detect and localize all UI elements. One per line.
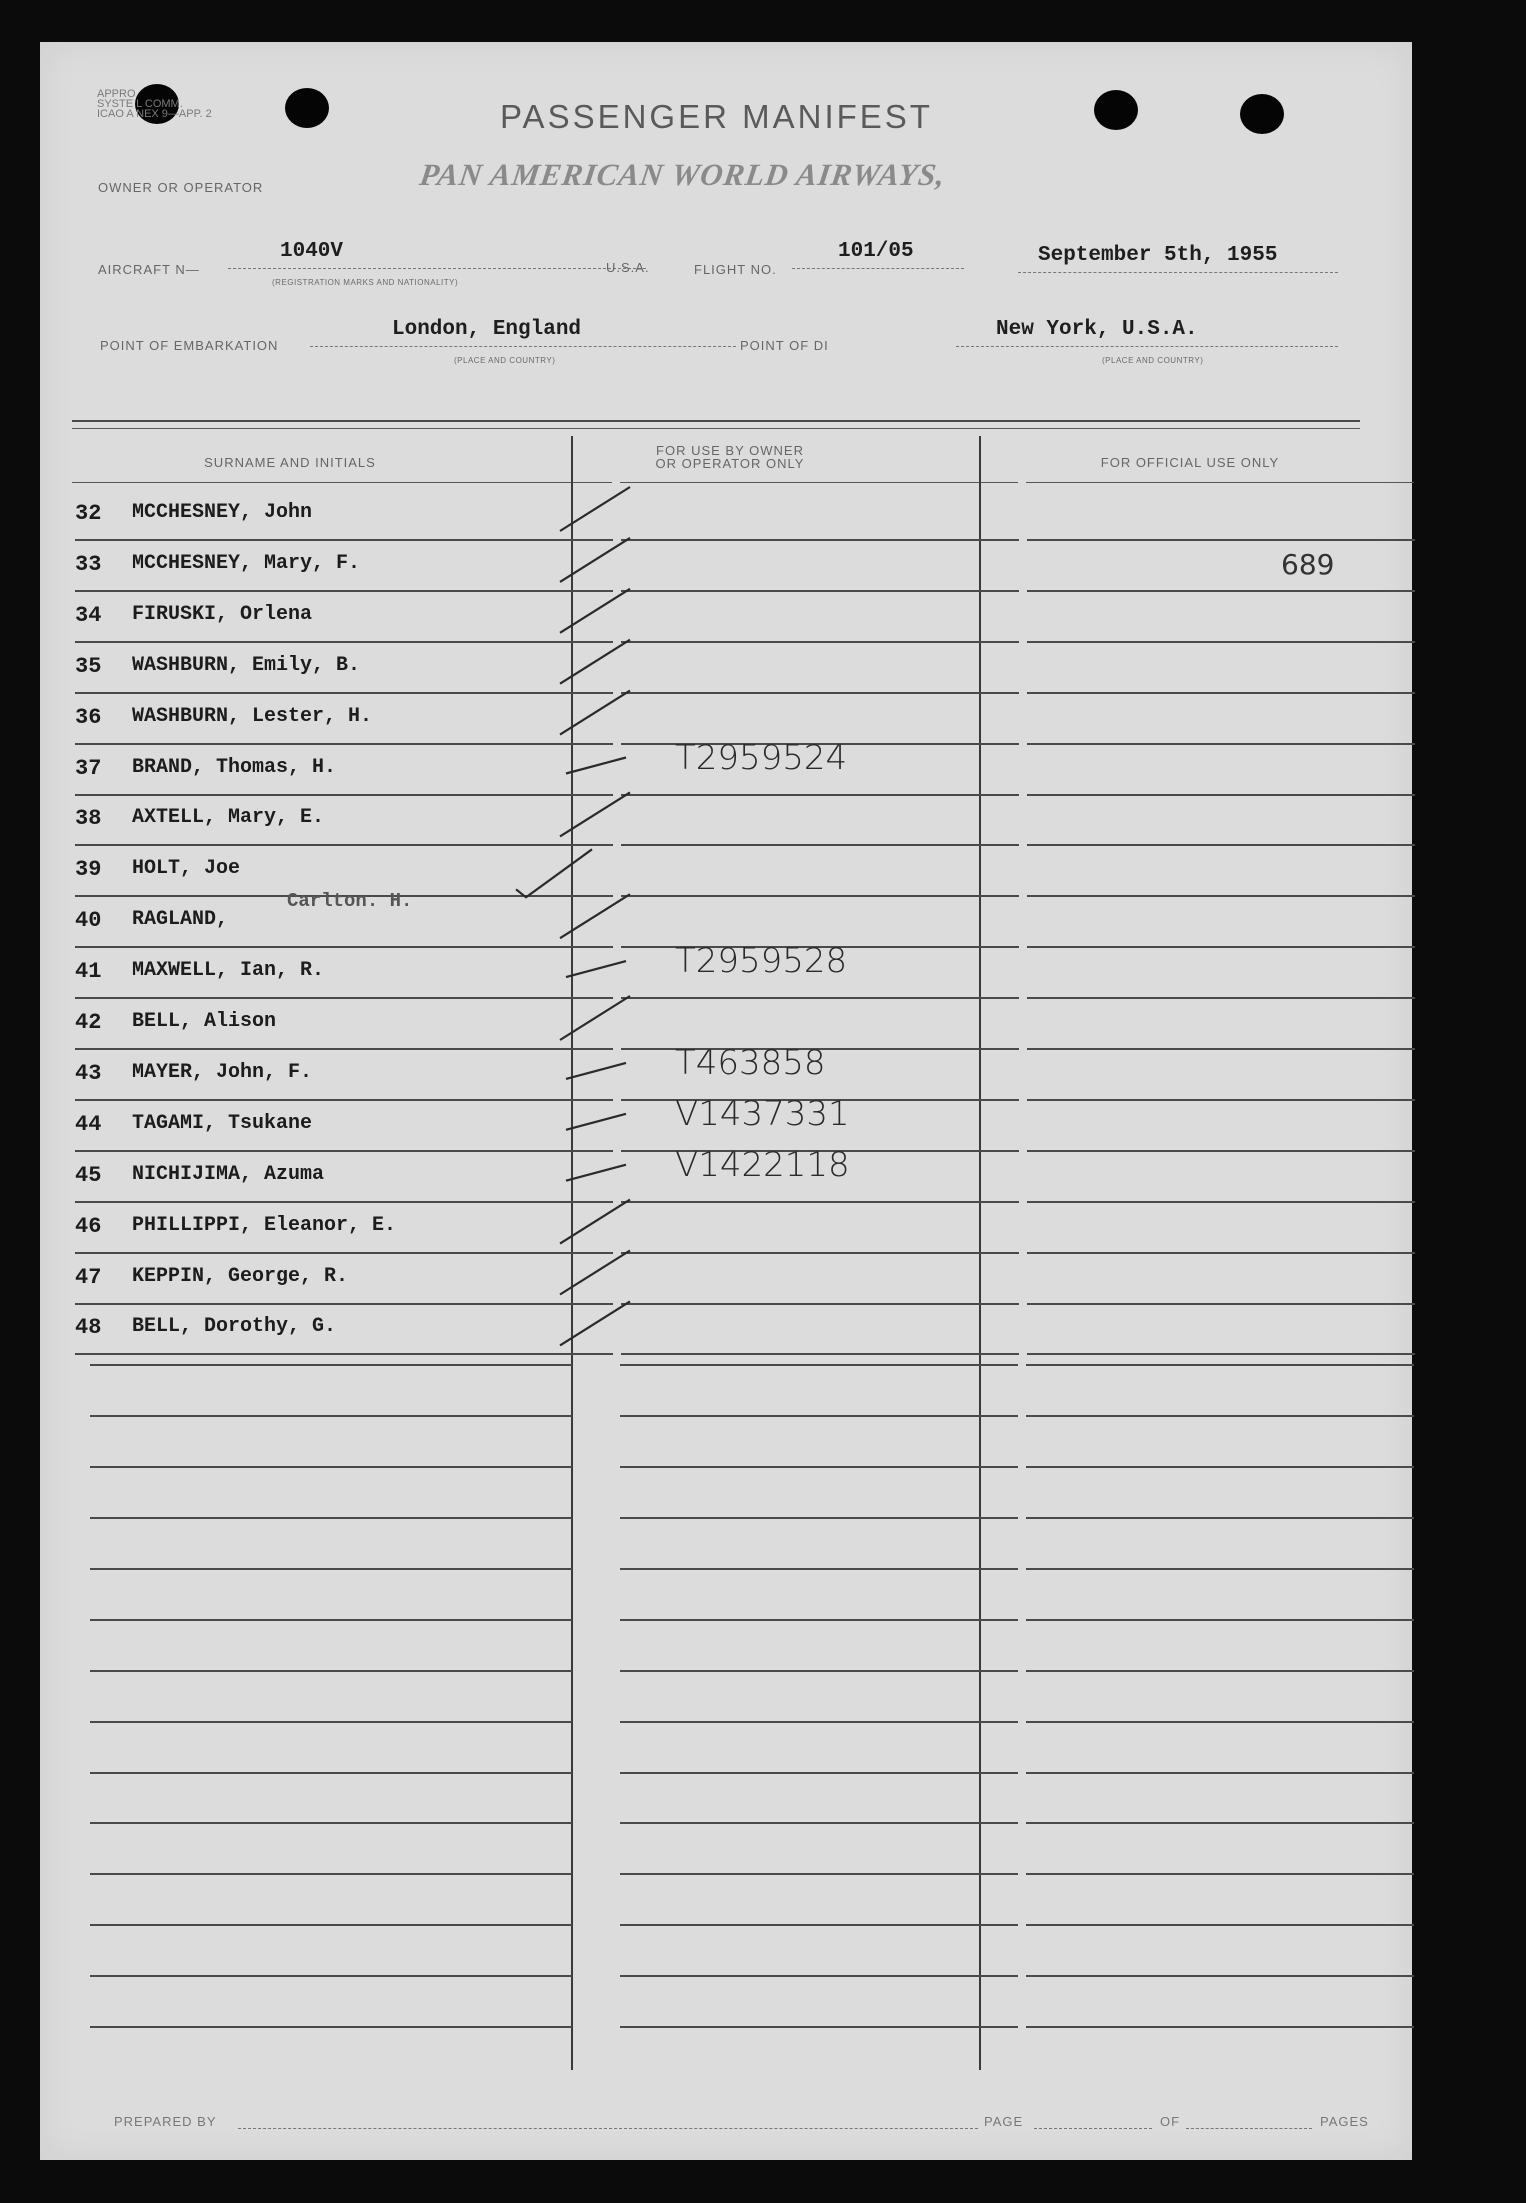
column-header-owner-line: FOR USE BY OWNER: [656, 443, 804, 458]
check-mark: [566, 1063, 626, 1079]
passenger-number: 39: [75, 857, 102, 883]
passenger-name: BRAND, Thomas, H.: [132, 755, 337, 779]
passenger-name: TAGAMI, Tsukane: [132, 1111, 313, 1135]
passenger-name: RAGLAND,: [132, 908, 229, 932]
passenger-name: MAXWELL, Ian, R.: [132, 959, 325, 983]
check-mark: [560, 1251, 630, 1295]
check-mark: [560, 1200, 630, 1244]
passenger-number: 43: [75, 1060, 102, 1086]
check-mark: [560, 691, 630, 735]
passenger-number: 37: [75, 755, 102, 781]
ticket-number: V1422118: [675, 1144, 850, 1185]
prepared-by-label: PREPARED BY: [114, 2114, 217, 2129]
passenger-number: 42: [75, 1010, 102, 1035]
page-label: PAGE: [984, 2114, 1024, 2129]
passenger-name-addendum: Carlton. H.: [287, 890, 413, 913]
passenger-name: FIRUSKI, Orlena: [132, 602, 313, 626]
passenger-number: 44: [75, 1111, 102, 1137]
embarkation-label: POINT OF EMBARKATION: [100, 338, 279, 353]
passenger-name: BELL, Dorothy, G.: [132, 1315, 337, 1339]
owner-label: OWNER OR OPERATOR: [98, 180, 264, 195]
passenger-name: AXTELL, Mary, E.: [132, 806, 325, 830]
check-mark: [566, 758, 626, 774]
passenger-number: 48: [75, 1315, 102, 1341]
operator-stamp: PAN AMERICAN WORLD AIRWAYS,: [417, 157, 948, 192]
passenger-number: 38: [75, 806, 102, 832]
official-entry: 689: [1281, 547, 1335, 581]
of-underline: [1186, 2128, 1312, 2129]
column-header-surname: SURNAME AND INITIALS: [204, 455, 376, 470]
check-mark: [560, 640, 630, 684]
passenger-name: NICHIJIMA, Azuma: [132, 1162, 325, 1186]
aircraft-number: 1040V: [280, 240, 344, 263]
passenger-number: 45: [75, 1162, 102, 1188]
disembarkation-place: New York, U.S.A.: [996, 318, 1198, 341]
flight-date: September 5th, 1955: [1038, 244, 1278, 267]
embarkation-sublabel: (PLACE AND COUNTRY): [454, 356, 556, 365]
passenger-number: 35: [75, 653, 102, 679]
embarkation-place: London, England: [392, 318, 582, 341]
approval-line: APPRO: [97, 88, 136, 100]
check-marks: [40, 42, 1412, 2160]
disembarkation-label: POINT OF DI: [740, 338, 829, 353]
passenger-name: HOLT, Joe: [132, 857, 241, 881]
passenger-number: 40: [75, 908, 102, 934]
passenger-number: 41: [75, 959, 102, 985]
prepared-by-underline: [238, 2128, 978, 2129]
passenger-number: 46: [75, 1213, 102, 1239]
check-mark: [560, 894, 630, 938]
ticket-number: T463858: [675, 1042, 826, 1083]
passenger-name: PHILLIPPI, Eleanor, E.: [132, 1213, 397, 1237]
usa-label: U.S.A.: [606, 260, 650, 275]
passenger-number: 47: [75, 1264, 102, 1290]
passenger-name: KEPPIN, George, R.: [132, 1264, 349, 1288]
check-mark: [516, 849, 592, 897]
check-mark: [566, 1165, 626, 1181]
check-mark: [560, 1301, 630, 1345]
check-mark: [560, 996, 630, 1040]
passenger-number: 32: [75, 501, 102, 526]
passenger-number: 33: [75, 551, 102, 577]
pages-label: PAGES: [1320, 2114, 1369, 2129]
check-mark: [566, 1114, 626, 1130]
check-mark: [560, 487, 630, 531]
column-header-owner-line: OR OPERATOR ONLY: [655, 456, 805, 471]
passenger-name: MAYER, John, F.: [132, 1060, 313, 1084]
aircraft-label: AIRCRAFT N—: [98, 262, 200, 277]
flight-number: 101/05: [838, 240, 914, 263]
approval-line: SYSTE L COMM.: [97, 98, 183, 110]
check-mark: [560, 538, 630, 582]
of-label: OF: [1160, 2114, 1181, 2129]
disembarkation-sublabel: (PLACE AND COUNTRY): [1102, 356, 1204, 365]
column-header-official: FOR OFFICIAL USE ONLY: [1100, 455, 1280, 470]
passenger-name: MCCHESNEY, John: [132, 501, 313, 524]
aircraft-sublabel: (REGISTRATION MARKS AND NATIONALITY): [272, 278, 459, 287]
ticket-number: T2959524: [675, 737, 848, 778]
approval-line: ICAO A NEX 9—APP. 2: [97, 108, 212, 120]
ticket-number: T2959528: [675, 941, 848, 982]
passenger-name: MCCHESNEY, Mary, F.: [132, 551, 361, 575]
check-mark: [560, 792, 630, 836]
ticket-number: V1437331: [675, 1093, 850, 1134]
passenger-number: 36: [75, 704, 102, 730]
check-mark: [566, 961, 626, 977]
form-title: PASSENGER MANIFEST: [500, 98, 933, 135]
passenger-number: 34: [75, 602, 102, 628]
page-underline: [1034, 2128, 1152, 2129]
check-mark: [560, 589, 630, 633]
passenger-name: WASHBURN, Emily, B.: [132, 653, 361, 677]
passenger-name: BELL, Alison: [132, 1010, 277, 1033]
flight-label: FLIGHT NO.: [694, 262, 777, 277]
manifest-page: [40, 42, 1412, 2160]
passenger-name: WASHBURN, Lester, H.: [132, 704, 373, 728]
